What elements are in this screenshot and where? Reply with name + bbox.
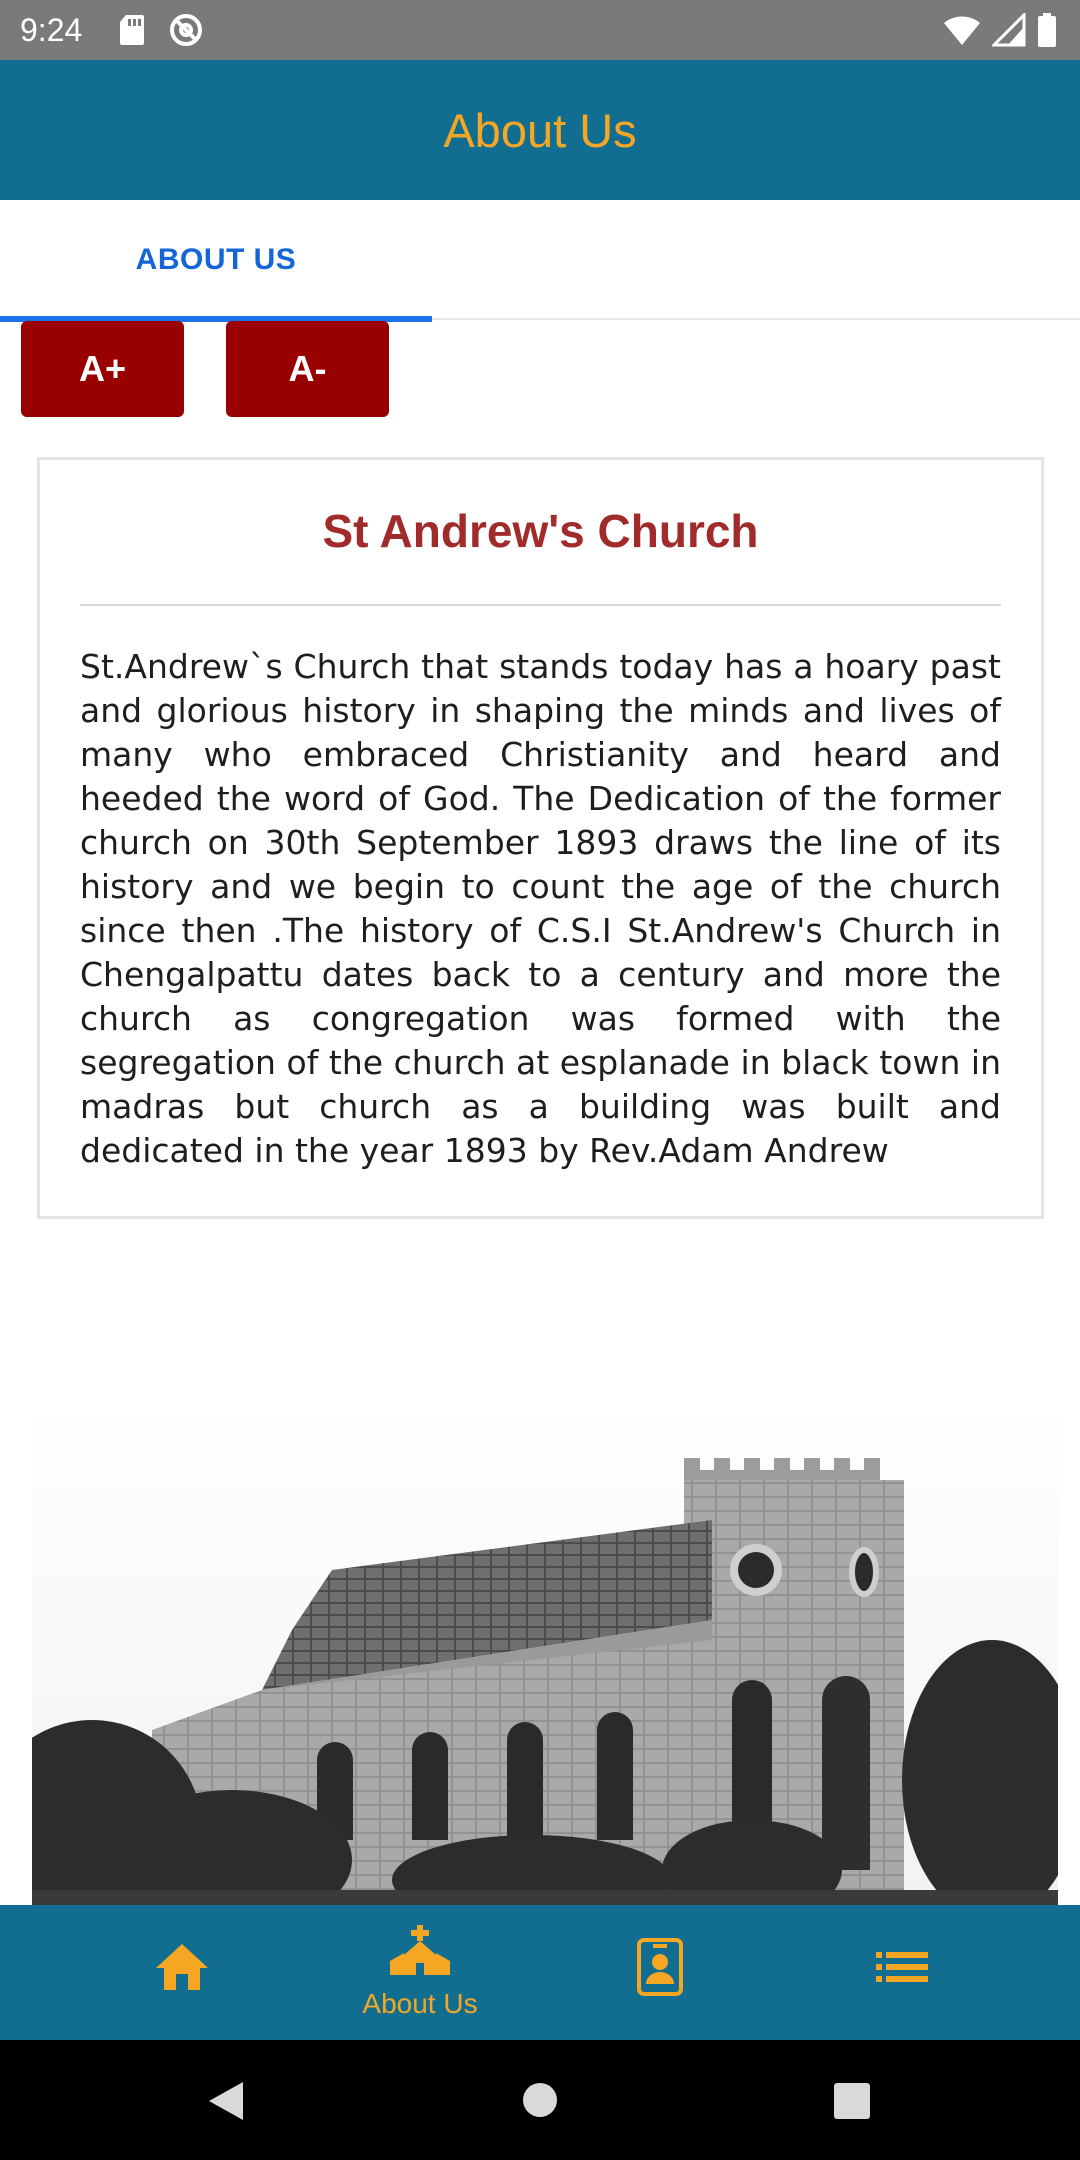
system-navigation-bar	[0, 2040, 1080, 2160]
home-icon	[154, 1942, 210, 1997]
nav-contact[interactable]	[570, 1905, 750, 2040]
nav-label-about-us: About Us	[362, 1988, 478, 2019]
tab-about-us[interactable]	[0, 200, 432, 320]
divider	[80, 604, 1001, 606]
status-time: 9:24	[20, 12, 83, 48]
decrease-font-button[interactable]: A-	[226, 321, 389, 417]
article-body: St.Andrew`s Church that stands today has a hoary past and glorious history in shaping the minds and lives of many who embraced Christianity and heard and heeded the word of God. The Dedication of the former church on 30th September 1893 draws the line of its history and we begin to count the age of the church since then .The history of C.S.I St.Andrew's Church in Chengalpattu dates back to a century and more the church as congregation was formed with the segregation of the church at esplanade in black town in madras but church as a building was built and dedicated in the year 1893 by Rev.Adam Andrew	[80, 647, 1001, 1170]
bottom-navigation	[0, 1905, 1080, 2040]
sync-disabled-icon	[168, 12, 204, 53]
page-title: About Us	[443, 103, 637, 157]
article-title: St Andrew's Church	[322, 505, 759, 557]
back-icon[interactable]	[205, 2080, 245, 2127]
recents-icon[interactable]	[834, 2083, 870, 2124]
tab-bar	[0, 200, 1080, 320]
signal-icon	[992, 13, 1026, 52]
nav-list[interactable]	[812, 1905, 992, 2040]
increase-font-button[interactable]: A+	[21, 321, 184, 417]
article-card	[37, 457, 1044, 1219]
nav-home[interactable]	[92, 1905, 272, 2040]
battery-icon	[1036, 12, 1058, 53]
church-photo	[32, 1400, 1058, 1905]
app-bar	[0, 60, 1080, 200]
wifi-icon	[942, 13, 982, 52]
tab-label: ABOUT US	[135, 243, 297, 276]
church-icon	[388, 1925, 452, 1982]
nav-about-us[interactable]	[330, 1905, 510, 2040]
home-button-icon[interactable]	[522, 2082, 558, 2123]
status-bar	[0, 0, 1080, 60]
list-icon	[876, 1950, 928, 1989]
sd-card-icon	[118, 13, 146, 52]
contact-card-icon	[637, 1938, 683, 2001]
